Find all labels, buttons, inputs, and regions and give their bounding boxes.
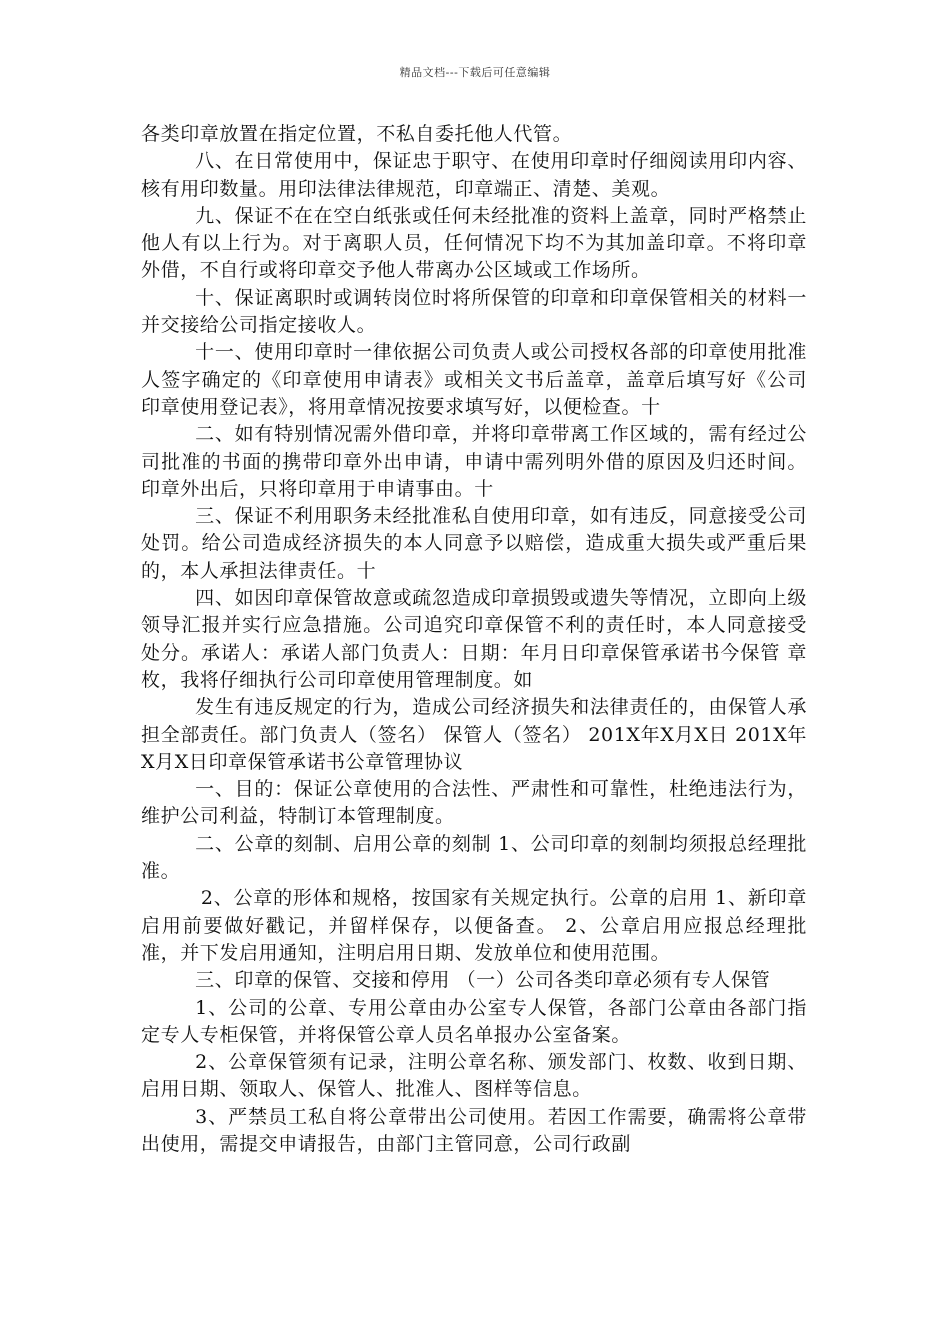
paragraph: 发生有违反规定的行为，造成公司经济损失和法律责任的，由保管人承担全部责任。部门负责人（签名） 保管人（签名） 201X年X月X日 201X年X月X日印章保管承诺书公章管理协议 [141,696,807,773]
page-header: 精品文档---下载后可任意编辑 [399,66,551,79]
paragraph: 2、公章的形体和规格，按国家有关规定执行。公章的启用 1、新印章启用前要做好戳记，并留样保存，以便备查。 2、公章启用应报总经理批准，并下发启用通知，注明启用日期、发放单位和使用范围。 [141,887,807,964]
paragraph: 1、公司的公章、专用公章由办公室专人保管，各部门公章由各部门指定专人专柜保管，并将保管公章人员名单报办公室备案。 [141,996,807,1046]
paragraph: 一、目的：保证公章使用的合法性、严肃性和可靠性，杜绝违法行为，维护公司利益，特制订本管理制度。 [141,778,807,828]
paragraph: 八、在日常使用中，保证忠于职守、在使用印章时仔细阅读用印内容、核有用印数量。用印法律法律规范，印章端正、清楚、美观。 [141,150,807,200]
paragraph: 三、保证不利用职务未经批准私自使用印章，如有违反，同意接受公司处罚。给公司造成经济损失的本人同意予以赔偿，造成重大损失或严重后果的，本人承担法律责任。十 [141,505,807,582]
paragraph: 十、保证离职时或调转岗位时将所保管的印章和印章保管相关的材料一并交接给公司指定接收人。 [141,286,807,337]
paragraph: 二、公章的刻制、启用公章的刻制 1、公司印章的刻制均须报总经理批准。 [141,832,807,883]
paragraph: 九、保证不在在空白纸张或任何未经批准的资料上盖章，同时严格禁止他人有以上行为。对于离职人员，任何情况下均不为其加盖印章。不将印章外借，不自行或将印章交予他人带离办公区域或工作场所。 [141,204,807,282]
document-body [141,121,807,1158]
paragraph: 二、如有特别情况需外借印章，并将印章带离工作区域的，需有经过公司批准的书面的携带印章外出申请，申请中需列明外借的原因及归还时间。印章外出后，只将印章用于申请事由。十 [141,423,807,500]
paragraph: 各类印章放置在指定位置，不私自委托他人代管。 [141,123,573,145]
paragraph: 2、公章保管须有记录，注明公章名称、颁发部门、枚数、收到日期、启用日期、领取人、保管人、批准人、图样等信息。 [141,1051,807,1101]
paragraph: 十一、使用印章时一律依据公司负责人或公司授权各部的印章使用批准人签字确定的《印章使用申请表》或相关文书后盖章，盖章后填写好《公司印章使用登记表》，将用章情况按要求填写好，以便检查。十 [141,341,807,418]
paragraph: 三、印章的保管、交接和停用 （一）公司各类印章必须有专人保管 [195,969,771,992]
paragraph: 四、如因印章保管故意或疏忽造成印章损毁或遗失等情况，立即向上级领导汇报并实行应急措施。公司追究印章保管不利的责任时，本人同意接受处分。承诺人：承诺人部门负责人：日期：年月日印章保管承诺书今保管 章 枚，我将仔细执行公司印章使用管理制度。如 [141,587,807,691]
paragraph: 3、严禁员工私自将公章带出公司使用。若因工作需要，确需将公章带出使用，需提交申请报告，由部门主管同意，公司行政副 [141,1105,807,1155]
